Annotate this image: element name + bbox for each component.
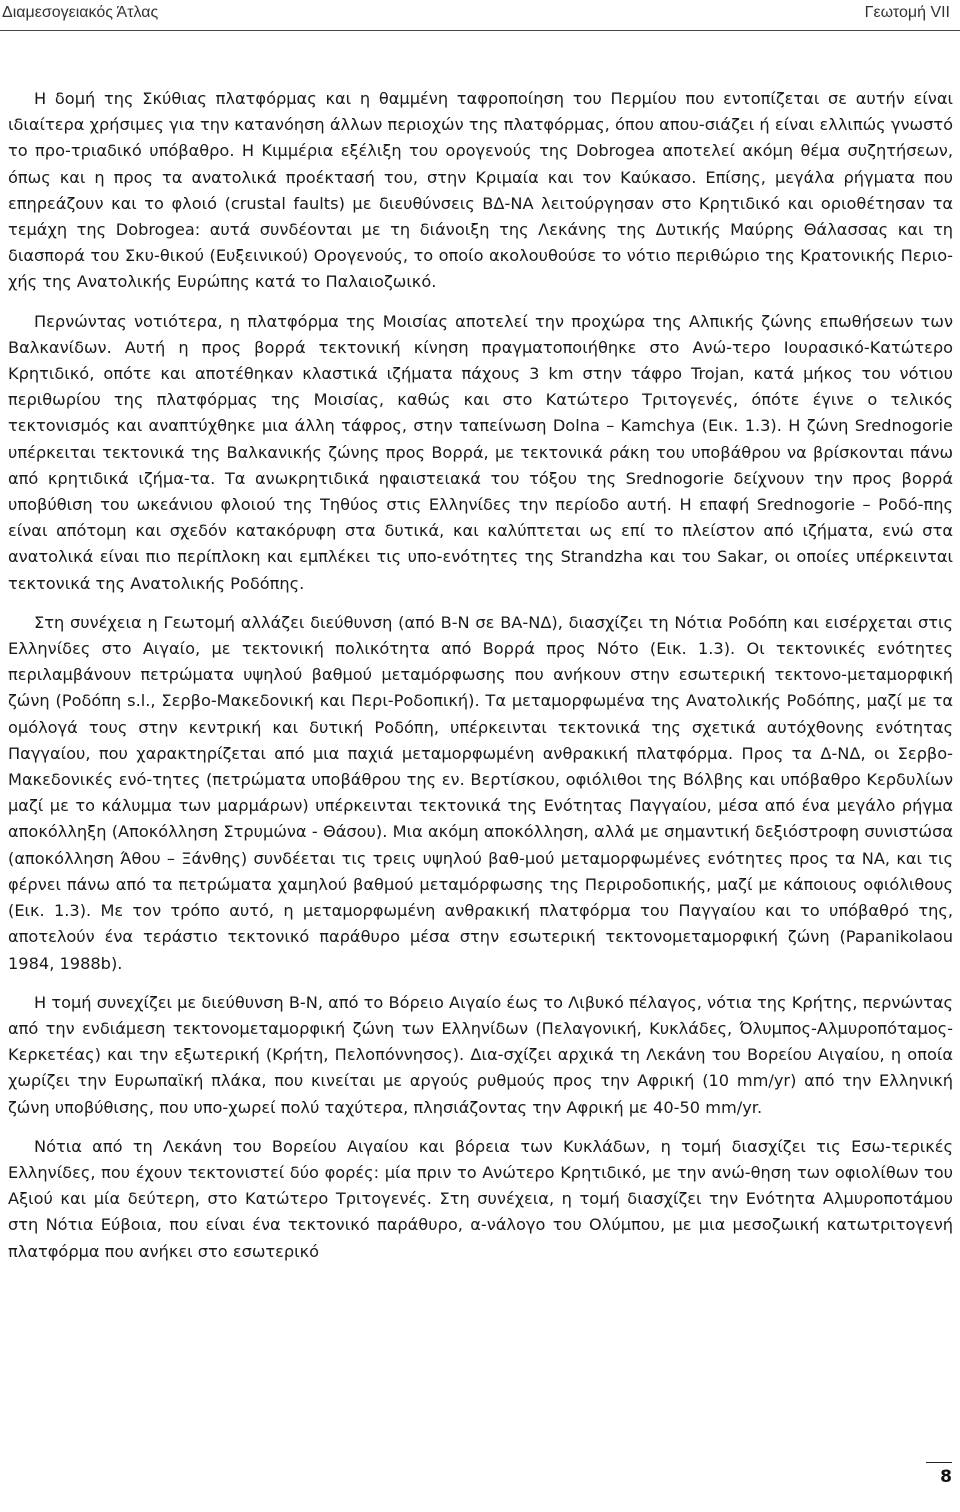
paragraph: Νότια από τη Λεκάνη του Βορείου Αιγαίου και βόρεια των Κυκλάδων, η τομή διασχίζει τις Εσω-τερικές Ελληνίδες, που έχουν τεκτονιστεί δύο φορές: μία πριν το Ανώτερο Κρητιδικό, με την ανώ-θηση των οφιολίθων του Αξιού και μία δεύτερη, στο Κατώτερο Τριτογενές. Στη συνέχεια, η τομή διασχίζει την Ενότητα Αλμυροποτάμου στη Νότια Εύβοια, που είναι ένα τεκτονικό παράθυρο, α-νάλογο του Ολύμπου, με μια μεσοζωική κατωτριτογενή πλατφόρμα που ανήκει στο εσωτερικό [8, 1136, 953, 1261]
header-book-title: Διαμεσογειακός Άτλας [2, 4, 159, 21]
paragraph: Η τομή συνεχίζει με διεύθυνση Β-Ν, από το Βόρειο Αιγαίο έως το Λιβυκό πέλαγος, νότια της Κρήτης, περνώντας από την ενδιάμεση τεκτονομεταμορφική ζώνη των Ελληνίδων (Πελαγονική, Κυκλάδες, Όλυμπος-Αλμυροπόταμος- Κερκετέας) και την εξωτερική (Κρήτη, Πελοπόννησος). Δια-σχίζει αρχικά τη Λεκάνη του Βορείου Αιγαίου, η οποία χωρίζει την Ευρωπαϊκή πλάκα, που κινείται με αργούς ρυθμούς προς την Αφρική (10 mm/yr) από την Ελληνική ζώνη υποβύθισης, που υπο-χωρεί πολύ ταχύτερα, πλησιάζοντας την Αφρική με 40-50 mm/yr. [8, 992, 953, 1117]
header-section-title: Γεωτομή VII [864, 4, 950, 21]
paragraph: Η δομή της Σκύθιας πλατφόρμας και η θαμμένη ταφροποίηση του Περμίου που εντοπίζεται σε αυτήν είναι ιδιαίτερα χρήσιμες για την κατανόηση άλλων περιοχών της πλατφόρμας, όπου απου-σιάζει ή είναι ελλιπώς γνωστό το προ-τριαδικό υπόβαθρο. Η Κιμμέρια εξέλιξη του ορογενούς της Dobrogea αποτελεί ακόμη θέμα συζητήσεων, όπως και η προς τα ανατολικά προέκτασή του, στην Κριμαία και τον Καύκασο. Επίσης, μεγάλα ρήγματα που επηρεάζουν και το φλοιό (crustal faults) με διευθύνσεις ΒΔ-ΝΑ λειτούργησαν στο Κρητιδικό και οριοθέτησαν τα τεμάχη της Dobrogea: αυτά συνδέονται με τη διάνοιξη της Λεκάνης της Δυτικής Μαύρης Θάλασσας και τη διασπορά του Σκυ-θικού (Ευξεινικού) Ορογενούς, το οποίο ακολουθούσε το νότιο περιθώριο της Κρατονικής Περιο-χής της Ανατολικής Ευρώπης κατά το Παλαιοζωικό. [8, 89, 953, 292]
page-footer [922, 1462, 952, 1487]
paragraph: Περνώντας νοτιότερα, η πλατφόρμα της Μοισίας αποτελεί την προχώρα της Αλπικής ζώνης επωθήσεων των Βαλκανίδων. Αυτή η προς βορρά τεκτονική κίνηση πραγματοποιήθηκε στο Ανώ-τερο Ιουρασικό-Κατώτερο Κρητιδικό, οπότε και αποτέθηκαν κλαστικά ιζήματα πάχους 3 km στην τάφρο Trojan, κατά μήκος του νότιου περιθωρίου της πλατφόρμας της Μοισίας, καθώς και στο Κατώτερο Τριτογενές, όπότε έγινε ο τελικός τεκτονισμός και αναπτύχθηκε μια άλλη τάφρος, στην ταπείνωση Dolna – Kamchya (Εικ. 1.3). Η ζώνη Srednogorie υπέρκειται τεκτονικά της Βαλκανικής ζώνης προς Βορρά, με τεκτονικά ράκη του υποβάθρου να βρίσκονται πάνω από κρητιδικά ιζήμα-τα. Τα ανωκρητιδικά ηφαιστειακά του τόξου της Srednogorie δείχνουν την προς βορρά υποβύθιση του ωκεάνιου φλοιού της Τηθύος στις Ελληνίδες την περίοδο αυτή. Η επαφή Srednogorie – Ροδό-πης είναι απότομη και σχεδόν κατακόρυφη στα δυτικά, και καλύπτεται ως επί το πλείστον από ιζήματα, ενώ στα ανατολικά είναι πιο περίπλοκη και εμπλέκει τις υπο-ενότητες της Strandzha και του Sakar, οι οποίες υπέρκεινται τεκτονικά της Ανατολικής Ροδόπης. [8, 311, 953, 593]
paragraph: Στη συνέχεια η Γεωτομή αλλάζει διεύθυνση (από Β-Ν σε ΒΑ-ΝΔ), διασχίζει τη Νότια Ροδόπη και εισέρχεται στις Ελληνίδες στο Αιγαίο, με τεκτονική πολικότητα από Βορρά προς Νότο (Εικ. 1.3). Οι τεκτονικές ενότητες περιλαμβάνουν πετρώματα υψηλού βαθμού μεταμόρφωσης που ανήκουν στην εσωτερική τεκτονο-μεταμορφική ζώνη (Ροδόπη s.l., Σερβο-Μακεδονική και Περι-Ροδοπική). Τα μεταμορφωμένα της Ανατολικής Ροδόπης, μαζί με τα ομόλογά τους στην κεντρική και δυτική Ροδόπη, υπέρκεινται τεκτονικά της σχετικά αυτόχθονης ενότητας Παγγαίου, που χαρακτηρίζεται από μια παχιά μεταμορφωμένη ανθρακική πλατφόρμα. Προς τα Δ-ΝΔ, οι Σερβο-Μακεδονικές ενό-τητες (πετρώματα υποβάθρου της εν. Βερτίσκου, οφιόλιθοι της Βόλβης και υπόβαθρο Κερδυλίων μαζί με το κάλυμμα των μαρμάρων) υπέρκεινται τεκτονικά της Ενότητας Παγγαίου, μέσα από ένα μεγάλο ρήγμα αποκόλληξη (Αποκόλληση Στρυμώνα - Θάσου). Μια ακόμη αποκόλληση, αλλά με σημαντική δεξιόστροφη συνιστώσα (αποκόλληση Άθου – Ξάνθης) συνδέεται τις τρεις υψηλού βαθ-μού μεταμορφωμένες ενότητες προς τα ΝΑ, και τις φέρνει πάνω από τα πετρώματα χαμηλού βαθμού μεταμόρφωσης της Περιροδοπικής, μαζί με κάποιους οφιόλιθους (Εικ. 1.3). Με τον τρόπο αυτό, η μεταμορφωμένη ανθρακική πλατφόρμα του Παγγαίου και το υπόβαθρό της, αποτελούν ένα τεράστιο τεκτονικό παράθυρο μέσα στην εσωτερική τεκτονομεταμορφική ζώνη (Papanikolaou 1984, 1988b). [8, 612, 953, 973]
page-header [0, 0, 960, 31]
footer-rule [926, 1462, 952, 1463]
body-text [8, 86, 953, 1278]
page-number: 8 [940, 1467, 952, 1487]
